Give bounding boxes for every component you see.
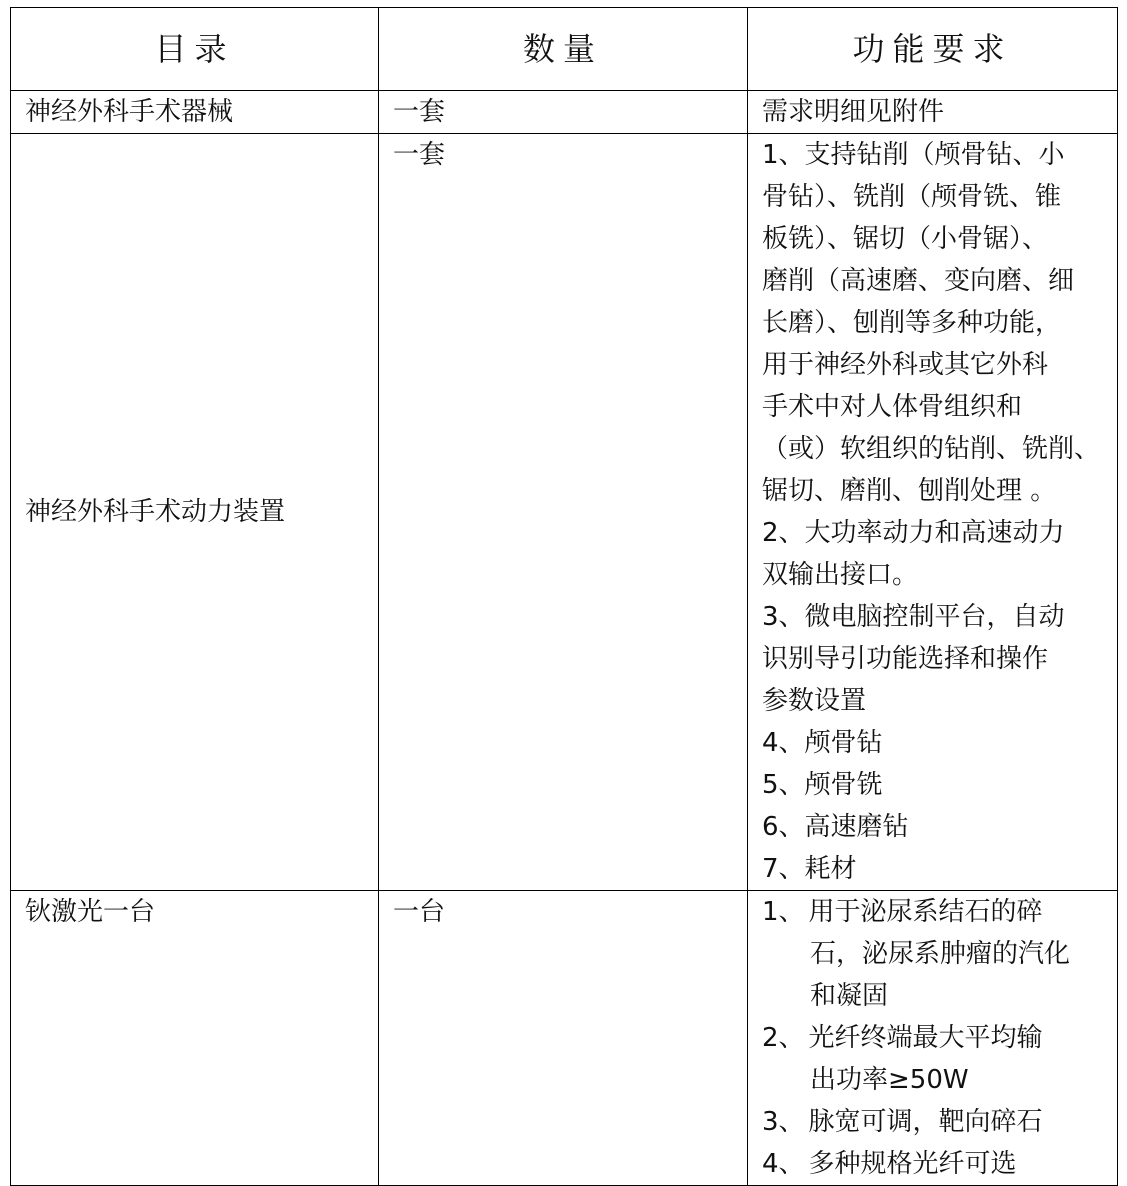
- requirement-line: 锯切、磨削、刨削处理 。: [762, 476, 1057, 506]
- item-quantity-text: 一套: [393, 97, 446, 127]
- requirement-line: 6、高速磨钻: [762, 812, 909, 842]
- requirement-line: 2、大功率动力和高速动力: [762, 518, 1065, 548]
- item-name-text: 神经外科手术动力装置: [25, 497, 286, 527]
- requirement-item: [762, 1143, 1117, 1185]
- header-catalog: 目录: [11, 8, 379, 91]
- requirement-line: 手术中对人体骨组织和: [762, 392, 1023, 422]
- header-row: [11, 8, 1118, 91]
- requirement-line: 4、颅骨钻: [762, 728, 883, 758]
- requirement-line: 3、微电脑控制平台，自动: [762, 602, 1065, 632]
- requirement-text: 用于泌尿系结石的碎: [808, 897, 1043, 927]
- item-name: [11, 91, 379, 134]
- requirement-text: 多种规格光纤可选: [808, 1149, 1017, 1179]
- requirement-line: 参数设置: [762, 686, 867, 716]
- table-row: [11, 91, 1118, 134]
- requirement-line: 7、耗材: [762, 854, 857, 884]
- item-name: [11, 891, 379, 1186]
- requirement-item: [762, 1101, 1117, 1143]
- requirement-line: 和凝固: [810, 981, 889, 1011]
- item-requirements: [748, 891, 1118, 1186]
- item-name: [11, 134, 379, 891]
- requirement-text: 光纤终端最大平均输: [808, 1023, 1043, 1053]
- requirement-line: [762, 1101, 1117, 1143]
- requirement-item: [762, 891, 1117, 1017]
- header-requirements: 功能要求: [748, 8, 1118, 91]
- item-name-text: 钬激光一台: [25, 897, 156, 927]
- requirement-line: 识别导引功能选择和操作: [762, 644, 1049, 674]
- item-quantity: [379, 134, 748, 891]
- requirement-line: 骨钻）、铣削（颅骨铣、锥: [762, 182, 1062, 212]
- requirement-line: 磨削（高速磨、变向磨、细: [762, 266, 1075, 296]
- requirement-line: 出功率≥50W: [810, 1065, 969, 1095]
- requirement-number: 2、: [762, 1023, 805, 1053]
- item-quantity-text: 一套: [393, 140, 446, 170]
- requirement-line: 长磨）、刨削等多种功能，: [762, 308, 1062, 338]
- item-requirements: [748, 134, 1118, 891]
- requirement-number: 1、: [762, 897, 805, 927]
- requirements-table: [10, 7, 1118, 1186]
- item-name-text: 神经外科手术器械: [25, 97, 234, 127]
- item-quantity: [379, 891, 748, 1186]
- header-quantity: 数量: [379, 8, 748, 91]
- item-quantity-text: 一台: [393, 897, 446, 927]
- requirement-item: [762, 1017, 1117, 1101]
- requirement-line: [762, 1017, 1117, 1059]
- requirement-line: [762, 1143, 1117, 1185]
- requirement-number: 4、: [762, 1149, 805, 1179]
- requirement-line: 石，泌尿系肿瘤的汽化: [810, 939, 1071, 969]
- requirement-number: 3、: [762, 1107, 805, 1137]
- item-quantity: [379, 91, 748, 134]
- requirement-line: [762, 891, 1117, 933]
- requirement-line: 板铣）、锯切（小骨锯）、: [762, 224, 1049, 254]
- requirement-line: 双输出接口。: [762, 560, 919, 590]
- requirement-text: 脉宽可调，靶向碎石: [808, 1107, 1043, 1137]
- table-row: [11, 134, 1118, 891]
- requirement-line: （或）软组织的钻削、铣削、: [762, 434, 1101, 464]
- requirement-line: 1、支持钻削（颅骨钻、小: [762, 140, 1065, 170]
- requirement-line: 5、颅骨铣: [762, 770, 883, 800]
- item-requirements: [748, 91, 1118, 134]
- table-row: [11, 891, 1118, 1186]
- requirement-line: 用于神经外科或其它外科: [762, 350, 1049, 380]
- requirement-line: 需求明细见附件: [762, 97, 945, 127]
